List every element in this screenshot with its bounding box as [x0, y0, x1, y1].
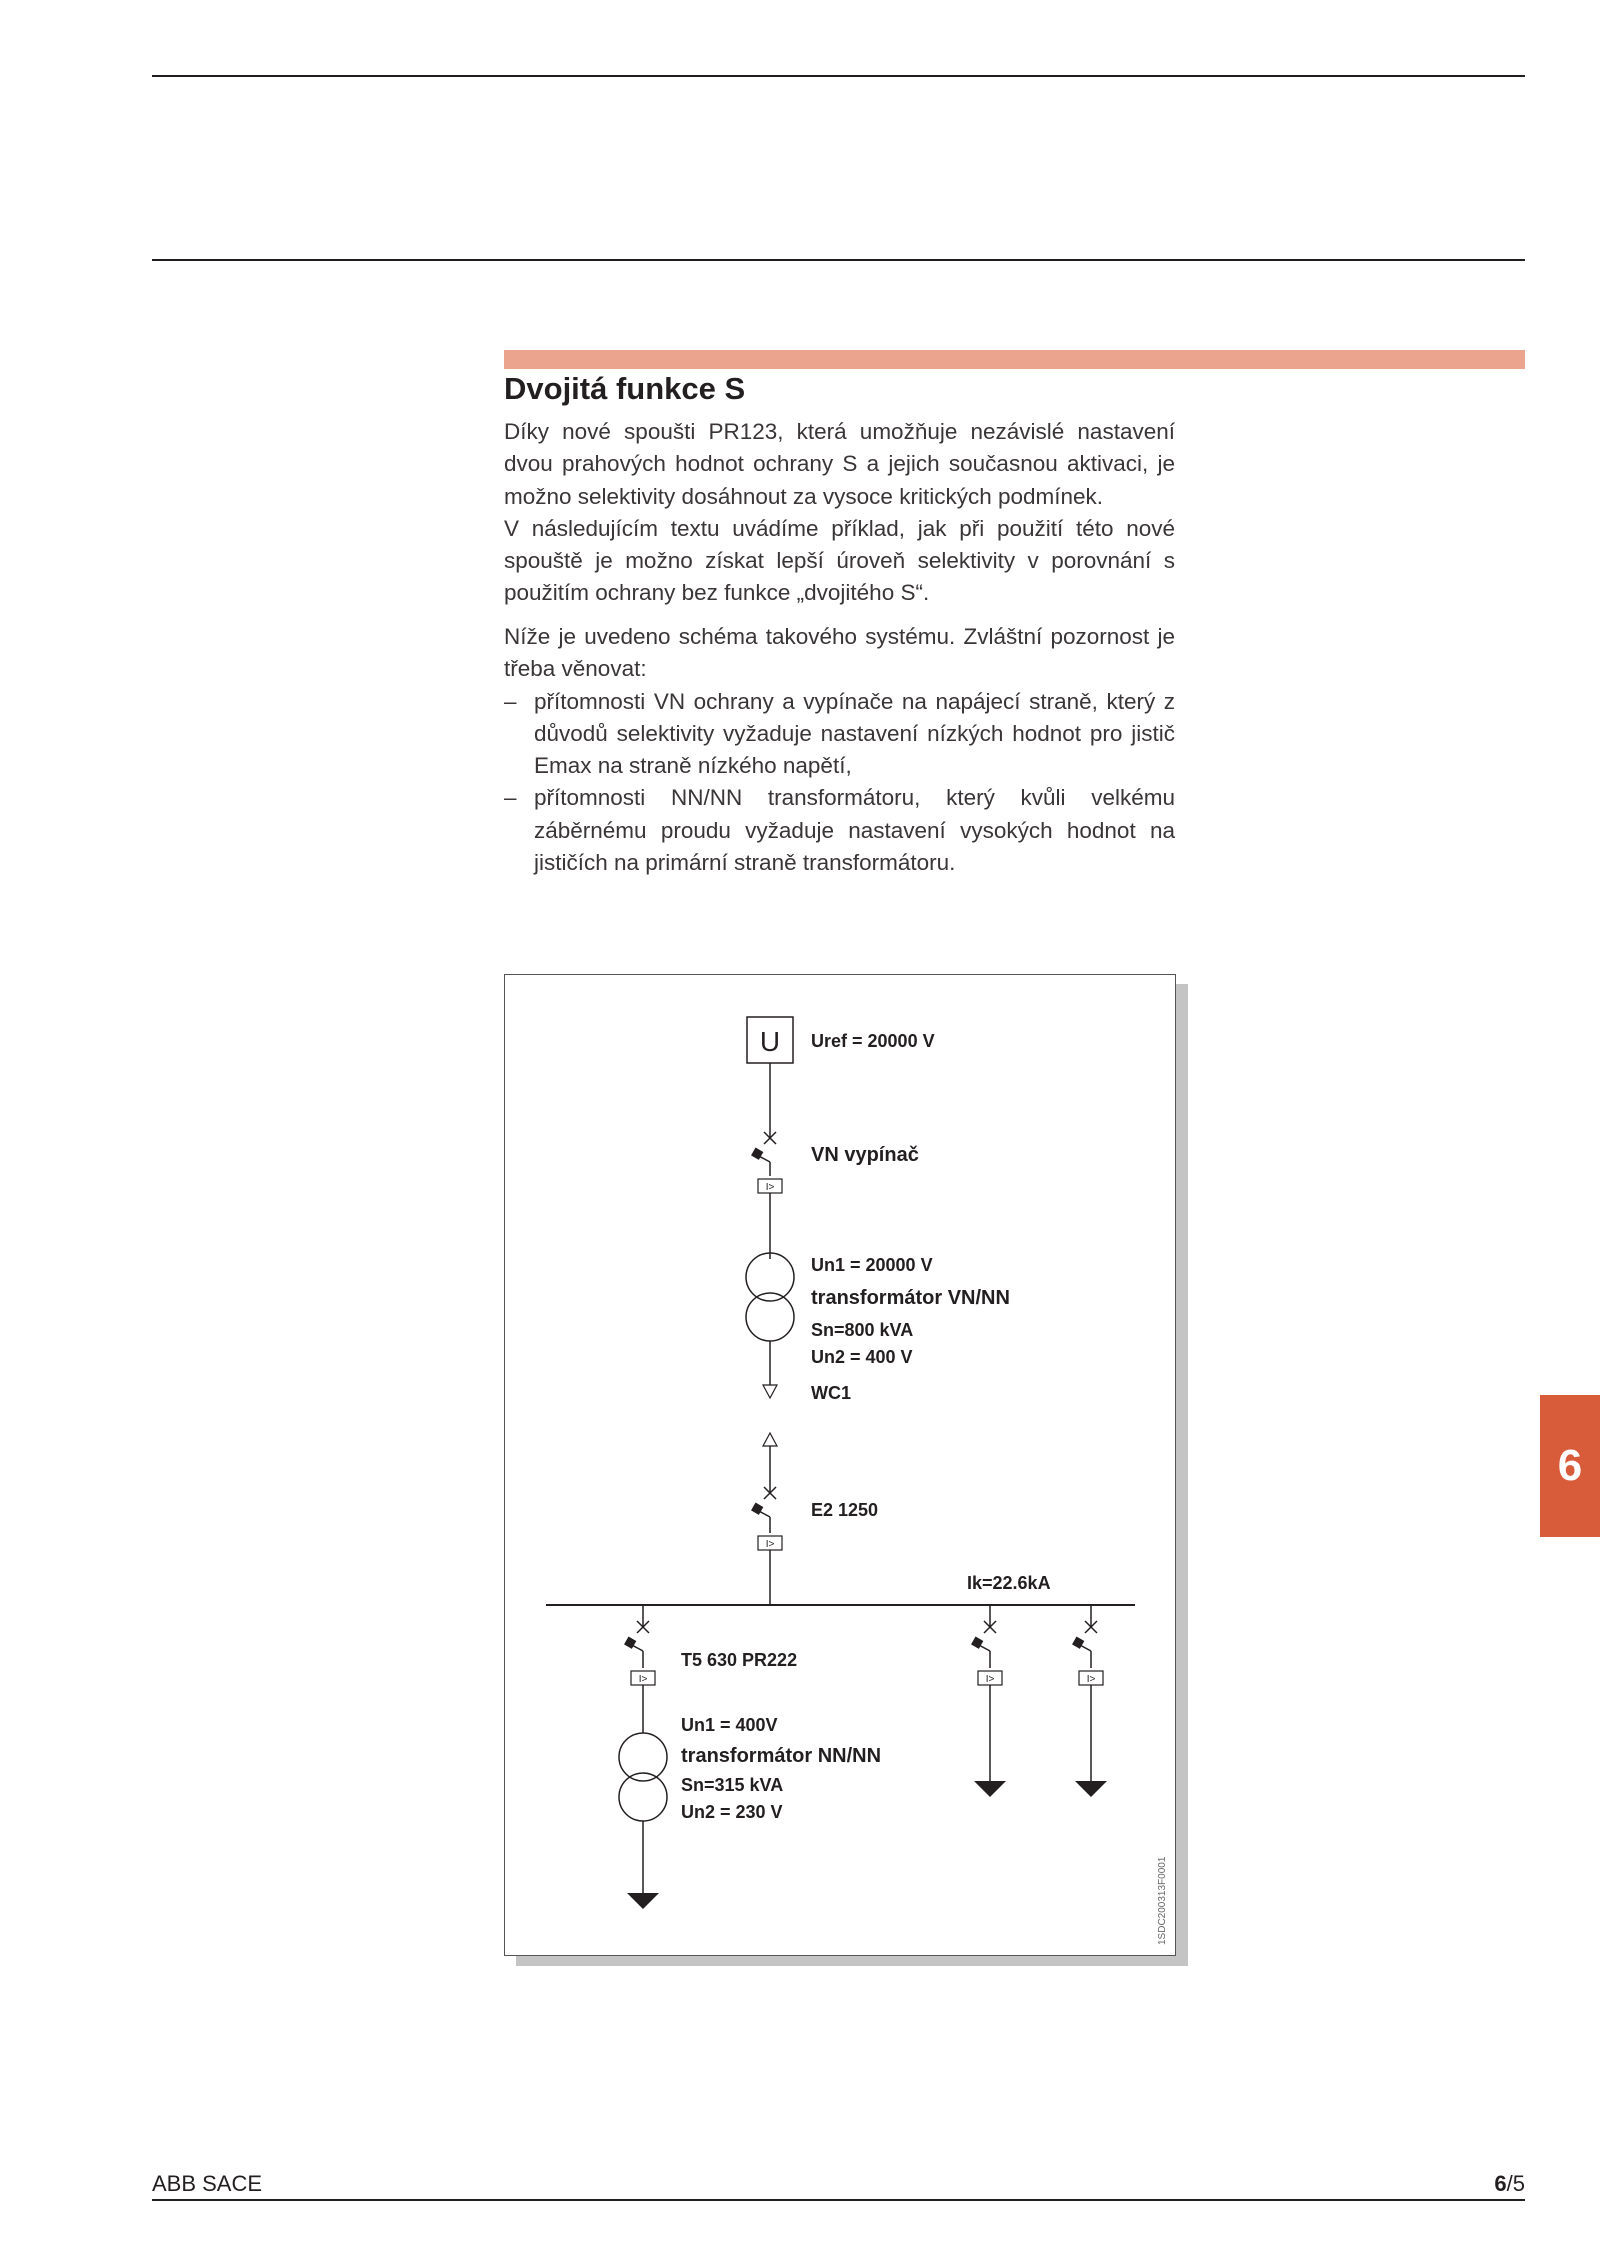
- figure-code: 1SDC200313F0001: [1157, 1856, 1168, 1945]
- chapter-tab: 6: [1540, 1395, 1600, 1537]
- intro-text: [504, 416, 1175, 610]
- list-item-text: přítomnosti NN/NN transformátoru, který kvůli velkému záběrnému proudu vyžaduje nastavení vysokých hodnot na jističích na primární straně transformátoru.: [534, 785, 1175, 876]
- main-breaker-symbol: [751, 1487, 782, 1550]
- t1-un2-label: Un2 = 400 V: [811, 1347, 913, 1367]
- feeder-breaker-label: T5 630 PR222: [681, 1650, 798, 1670]
- cable-label: WC1: [811, 1383, 851, 1403]
- footer-rule: [152, 2199, 1525, 2201]
- list-dash: –: [504, 785, 517, 811]
- t2-un1-label: Un1 = 400V: [681, 1715, 778, 1735]
- t1-sn-label: Sn=800 kVA: [811, 1320, 914, 1340]
- t1-un1-label: Un1 = 20000 V: [811, 1255, 933, 1275]
- section-accent-bar: [504, 350, 1525, 369]
- t2-sn-label: Sn=315 kVA: [681, 1775, 784, 1795]
- cable-end-bottom: [763, 1433, 777, 1446]
- cable-end-top: [763, 1385, 777, 1398]
- main-breaker-label: E2 1250: [811, 1500, 879, 1520]
- svg-text:I>: I>: [985, 1674, 995, 1685]
- svg-text:I>: I>: [638, 1674, 648, 1685]
- feeder-3-breaker-symbol: [1072, 1621, 1103, 1685]
- t2-un2-label: Un2 = 230 V: [681, 1802, 783, 1822]
- schema-text: [504, 621, 1175, 879]
- mv-breaker-label: VN vypínač: [811, 1144, 919, 1166]
- transformer-1-secondary: [746, 1293, 794, 1341]
- paragraph-3: Níže je uvedeno schéma takového systému. Zvláštní pozornost je třeba věnovat:: [504, 624, 1175, 682]
- list-item: [504, 782, 1175, 879]
- uref-label: Uref = 20000 V: [811, 1031, 935, 1051]
- section-heading: Dvojitá funkce S: [504, 371, 746, 406]
- t2-name-label: transformátor NN/NN: [681, 1745, 882, 1767]
- release-label: I>: [765, 1182, 775, 1193]
- source-symbol: U: [759, 1026, 781, 1057]
- header-rule-top: [152, 75, 1525, 77]
- transformer-2-primary: [619, 1733, 667, 1781]
- svg-text:I>: I>: [1086, 1674, 1096, 1685]
- header-rule-bottom: [152, 259, 1525, 261]
- diagram-svg: [505, 975, 1177, 1957]
- paragraph-1: Díky nové spoušti PR123, která umožňuje nezávislé nastavení dvou prahových hodnot ochrany S a jejich současnou aktivaci, je možno selektivity dosáhnout za vysoce kritických podmínek.: [504, 419, 1175, 509]
- transformer-1-primary: [746, 1253, 794, 1301]
- feeder-breaker-symbol: [624, 1621, 655, 1685]
- footer-company: ABB SACE: [152, 2171, 263, 2196]
- footer-chapter: 6: [1494, 2171, 1507, 2196]
- load-arrow-2: [974, 1781, 1006, 1797]
- load-arrow-1: [627, 1893, 659, 1909]
- footer-page: /5: [1506, 2171, 1525, 2196]
- paragraph-2: V následujícím textu uvádíme příklad, jak při použití této nové spouště je možno získat lepší úroveň selektivity v porovnání s použitím ochrany bez funkce „dvojitého S“.: [504, 515, 1175, 606]
- mv-breaker-symbol: [751, 1132, 782, 1193]
- single-line-diagram: [504, 974, 1176, 1956]
- attention-list: [504, 686, 1175, 880]
- feeder-2-breaker-symbol: [971, 1621, 1002, 1685]
- svg-text:I>: I>: [765, 1539, 775, 1550]
- load-arrow-3: [1075, 1781, 1107, 1797]
- transformer-2-secondary: [619, 1773, 667, 1821]
- ik-label: Ik=22.6kA: [967, 1573, 1051, 1593]
- list-item: [504, 686, 1175, 783]
- t1-name-label: transformátor VN/NN: [811, 1287, 1010, 1309]
- list-dash: –: [504, 688, 517, 714]
- list-item-text: přítomnosti VN ochrany a vypínače na napájecí straně, který z důvodů selektivity vyžaduje nastavení nízkých hodnot pro jistič Emax na straně nízkého napětí,: [534, 688, 1175, 779]
- footer-page-number: [1494, 2171, 1525, 2197]
